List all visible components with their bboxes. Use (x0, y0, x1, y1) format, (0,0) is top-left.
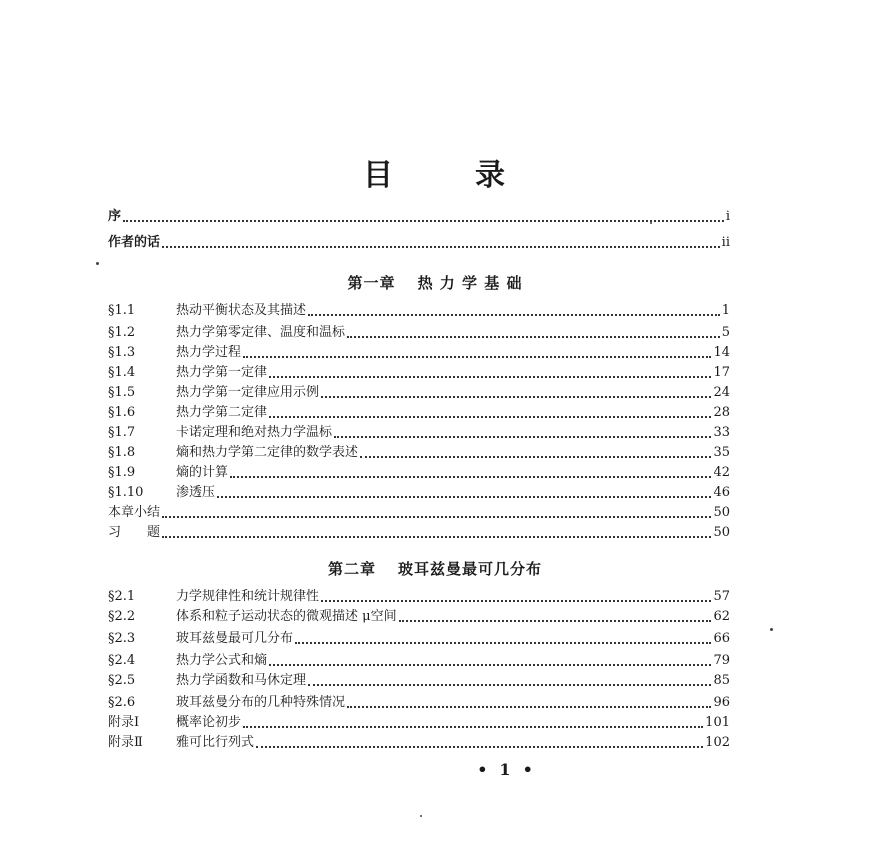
entry-page: 85 (713, 673, 730, 688)
leader-dots (243, 726, 703, 728)
entry-label: 力学规律性和统计规律性 (176, 589, 320, 604)
toc-entry[interactable] (108, 628, 730, 648)
leader-dots (334, 436, 711, 438)
entry-label: 概率论初步 (176, 715, 242, 730)
section-number: §1.7 (108, 425, 136, 440)
section-number: §1.2 (108, 325, 136, 340)
entry-page: 50 (713, 505, 730, 520)
entry-page: 17 (713, 365, 730, 380)
chapter-heading-2 (0, 558, 870, 579)
chapter-name: 热 力 学 基 础 (417, 274, 523, 292)
entry-label: 热力学函数和马休定理 (176, 673, 307, 688)
leader-dots (269, 376, 711, 378)
title-part-2: 录 (475, 158, 507, 193)
leader-dots (162, 246, 720, 248)
toc-entry[interactable] (108, 482, 730, 502)
toc-entry[interactable] (108, 586, 730, 606)
leader-dots (162, 516, 711, 518)
leader-dots (243, 356, 711, 358)
toc-entry[interactable] (108, 362, 730, 382)
toc-entry-authors-note[interactable] (108, 232, 730, 252)
entry-label: 玻耳兹曼分布的几种特殊情况 (176, 695, 346, 710)
toc-entry-appendix-1[interactable] (108, 712, 730, 732)
entry-page: 46 (713, 485, 730, 500)
leader-dots (123, 220, 724, 222)
leader-dots (269, 664, 711, 666)
entry-label: 体系和粒子运动状态的微观描述 μ空间 (176, 609, 397, 624)
entry-page: i (725, 209, 730, 224)
chapter-number: 第二章 (327, 560, 376, 578)
section-number: §2.6 (108, 695, 136, 710)
leader-dots (308, 684, 711, 686)
entry-page: 96 (713, 695, 730, 710)
entry-page: 5 (721, 325, 730, 340)
entry-page: 33 (713, 425, 730, 440)
entry-page: 66 (713, 631, 730, 646)
leader-dots (295, 642, 711, 644)
entry-page: 14 (713, 345, 730, 360)
leader-dots (217, 496, 711, 498)
entry-page: 101 (705, 715, 730, 730)
section-number: 附录Ⅱ (108, 735, 143, 750)
chapter-heading-1 (0, 272, 870, 293)
toc-entry[interactable] (108, 650, 730, 670)
scan-speck (650, 222, 652, 224)
scan-speck (420, 815, 422, 817)
entry-label: 熵和热力学第二定律的数学表述 (176, 445, 359, 460)
toc-entry[interactable] (108, 382, 730, 402)
entry-label: 本章小结 (108, 505, 161, 520)
entry-label: 熵的计算 (176, 465, 229, 480)
toc-entry[interactable] (108, 322, 730, 342)
section-number: §1.1 (108, 303, 136, 318)
leader-dots (321, 600, 711, 602)
entry-page: 35 (713, 445, 730, 460)
toc-entry[interactable] (108, 300, 730, 320)
page-footer (0, 760, 870, 779)
entry-label: 热力学第二定律 (176, 405, 268, 420)
section-number: §1.5 (108, 385, 136, 400)
entry-label: 渗透压 (176, 485, 216, 500)
leader-dots (360, 456, 711, 458)
toc-entry[interactable] (108, 670, 730, 690)
section-number: 附录Ⅰ (108, 715, 140, 730)
chapter-name: 玻耳兹曼最可几分布 (398, 560, 543, 578)
section-number: §1.10 (108, 485, 144, 500)
toc-entry-preface[interactable] (108, 206, 730, 226)
entry-page: 1 (721, 303, 730, 318)
toc-entry[interactable] (108, 692, 730, 712)
section-number: §2.3 (108, 631, 136, 646)
entry-label: 热力学第一定律 (176, 365, 268, 380)
page-title (0, 150, 870, 194)
entry-page: 79 (713, 653, 730, 668)
leader-dots (269, 416, 711, 418)
entry-page: 28 (713, 405, 730, 420)
chapter-number: 第一章 (347, 274, 396, 292)
entry-page: 24 (713, 385, 730, 400)
section-number: §1.6 (108, 405, 136, 420)
entry-label: 卡诺定理和绝对热力学温标 (176, 425, 333, 440)
leader-dots (399, 620, 712, 622)
toc-entry[interactable] (108, 342, 730, 362)
toc-entry-exercises[interactable] (108, 522, 730, 542)
page-number: 1 (499, 760, 511, 779)
leader-dots (230, 476, 711, 478)
entry-page: 42 (713, 465, 730, 480)
scan-speck (770, 628, 773, 631)
toc-entry[interactable] (108, 402, 730, 422)
section-number: §2.2 (108, 609, 136, 624)
section-number: §1.9 (108, 465, 136, 480)
toc-entry[interactable] (108, 422, 730, 442)
leader-dots (162, 536, 711, 538)
section-number: §2.1 (108, 589, 136, 604)
toc-entry-appendix-2[interactable] (108, 732, 730, 752)
section-number: §2.4 (108, 653, 136, 668)
section-number: §1.3 (108, 345, 136, 360)
leader-dots (347, 336, 720, 338)
leader-dots (308, 314, 720, 316)
entry-page: ii (721, 235, 730, 250)
section-number: §2.5 (108, 673, 136, 688)
entry-page: 62 (713, 609, 730, 624)
entry-page: 57 (713, 589, 730, 604)
entry-label: 热力学公式和熵 (176, 653, 268, 668)
entry-label: 热力学第零定律、温度和温标 (176, 325, 346, 340)
toc-entry-summary[interactable] (108, 502, 730, 522)
entry-label: 序 (108, 209, 122, 224)
entry-label: 热动平衡状态及其描述 (176, 303, 307, 318)
section-number: §1.8 (108, 445, 136, 460)
entry-page: 50 (713, 525, 730, 540)
scan-speck (96, 262, 99, 265)
leader-dots (256, 746, 703, 748)
entry-label: 作者的话 (108, 235, 161, 250)
entry-page: 102 (705, 735, 730, 750)
entry-label: 玻耳兹曼最可几分布 (176, 631, 294, 646)
title-part-1: 目 (363, 158, 395, 193)
entry-label: 雅可比行列式 (176, 735, 255, 750)
footer-dot-right: • (522, 760, 533, 779)
entry-label: 热力学过程 (176, 345, 242, 360)
toc-entry[interactable] (108, 462, 730, 482)
section-number: §1.4 (108, 365, 136, 380)
entry-label: 热力学第一定律应用示例 (176, 385, 320, 400)
toc-entry[interactable] (108, 442, 730, 462)
leader-dots (321, 396, 711, 398)
footer-dot-left: • (477, 760, 488, 779)
leader-dots (347, 706, 711, 708)
entry-label: 习 题 (108, 525, 161, 540)
toc-entry[interactable] (108, 606, 730, 626)
